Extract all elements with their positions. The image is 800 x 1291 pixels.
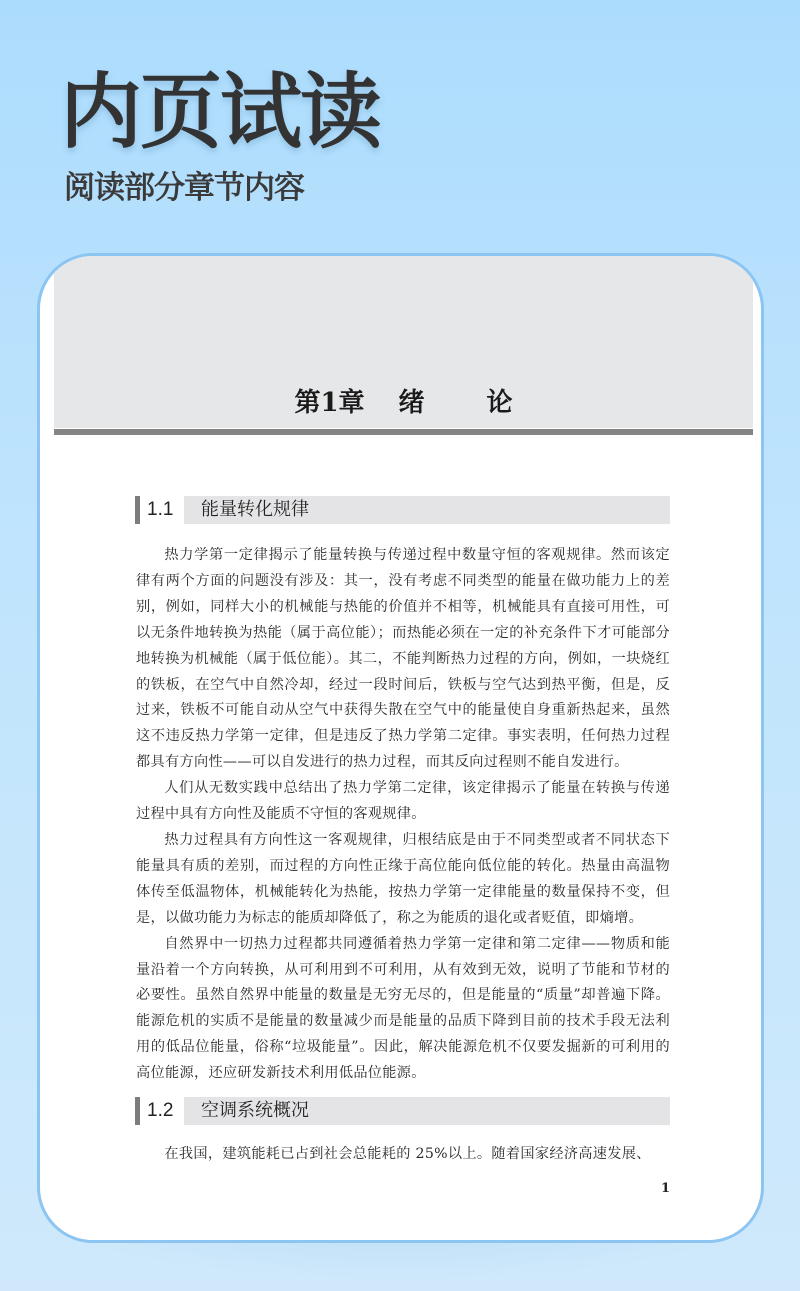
chapter-title <box>54 386 753 420</box>
chapter-label: 第1章 <box>294 388 365 418</box>
paragraph: 在我国，建筑能耗已占到社会总能耗的 25%以上。随着国家经济高速发展、 <box>164 1146 651 1162</box>
book-page <box>54 256 753 1240</box>
section-1-2-body <box>136 1142 670 1168</box>
page-number: 1 <box>660 1181 670 1196</box>
section-marker-bar <box>135 1097 140 1125</box>
paragraph: 人们从无数实践中总结出了热力学第二定律，该定律揭示了能量在转换与传递过程中具有方向性及能质不守恒的客观规律。 <box>136 780 670 823</box>
chapter-divider <box>54 429 753 435</box>
section-number: 1.2 <box>147 1100 174 1121</box>
banner-title: 内页试读 <box>60 65 381 160</box>
section-1-1-body <box>136 543 670 1087</box>
paragraph: 热力过程具有方向性这一客观规律，归根结底是由于不同类型或者不同状态下能量具有质的差别，而过程的方向性正缘于高位能向低位能的转化。热量由高温物体传至低温物体，机械能转化为热能，按热力学第一定律能量的数量保持不变，但是，以做功能力为标志的能质却降低了，称之为能质的退化或者贬值，即熵增。 <box>136 831 670 926</box>
chapter-title-part1: 绪 <box>398 388 425 418</box>
section-marker-bar <box>135 496 140 524</box>
chapter-title-part2: 论 <box>486 388 513 418</box>
banner-subtitle: 阅读部分章节内容 <box>64 170 304 206</box>
section-title: 空调系统概况 <box>201 1100 309 1121</box>
section-number: 1.1 <box>147 499 174 520</box>
section-heading-1-1 <box>135 496 670 524</box>
preview-card <box>37 253 764 1243</box>
paragraph: 自然界中一切热力过程都共同遵循着热力学第一定律和第二定律——物质和能量沿着一个方向转换，从可利用到不可利用，从有效到无效，说明了节能和节材的必要性。虽然自然界中能量的数量是无穷无尽的，但是能量的“质量”却普遍下降。能源危机的实质不是能量的数量减少而是能量的品质下降到目前的技术手段无法利用的低品位能量，俗称“垃圾能量”。因此，解决能源危机不仅要发掘新的可利用的高位能源，还应研发新技术利用低品位能源。 <box>136 935 670 1082</box>
paragraph: 热力学第一定律揭示了能量转换与传递过程中数量守恒的客观规律。然而该定律有两个方面的问题没有涉及：其一，没有考虑不同类型的能量在做功能力上的差别，例如，同样大小的机械能与热能的价值并不相等，机械能具有直接可用性，可以无条件地转换为热能（属于高位能）；而热能必须在一定的补充条件下才可能部分地转换为机械能（属于低位能）。其二，不能判断热力过程的方向，例如，一块烧红的铁板，在空气中自然冷却，经过一段时间后，铁板与空气达到热平衡，但是，反过来，铁板不可能自动从空气中获得失散在空气中的能量使自身重新热起来，虽然这不违反热力学第一定律，但是违反了热力学第二定律。事实表明，任何热力过程都具有方向性——可以自发进行的热力过程，而其反向过程则不能自发进行。 <box>136 547 670 771</box>
section-title: 能量转化规律 <box>201 499 309 520</box>
section-heading-1-2 <box>135 1097 670 1125</box>
